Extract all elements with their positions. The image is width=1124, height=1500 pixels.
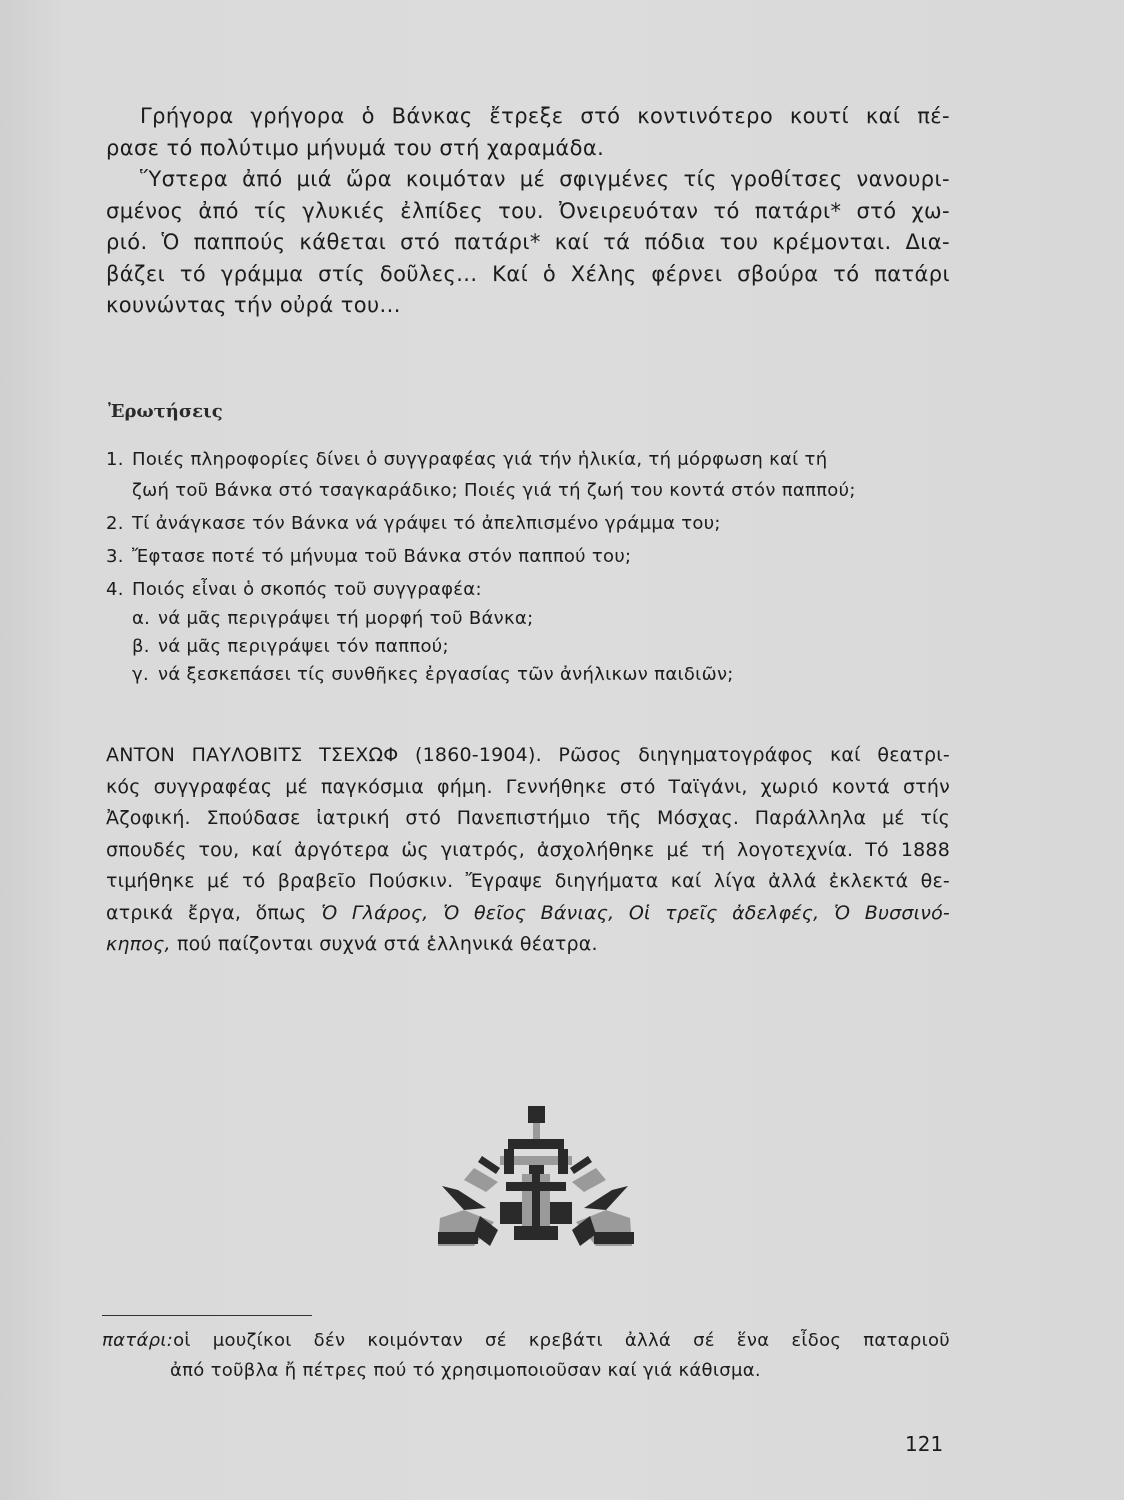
- bio-text: ατρικά ἔργα, ὅπως: [106, 901, 322, 924]
- question-item: [106, 444, 950, 506]
- story-line: Γρήγορα γρήγορα ὁ Βάνκας ἔτρεξε στό κοντινότερο κουτί καί πέ-: [140, 104, 950, 128]
- bio-line: σπουδές του, καί ἀργότερα ὡς γιατρός, ἀσχολήθηκε μέ τή λογοτεχνία. Τό 1888: [106, 838, 950, 861]
- bio-line: κός συγγραφέας μέ παγκόσμια φήμη. Γεννήθηκε στό Ταϊγάνι, χωριό κοντά στήν: [106, 775, 950, 798]
- footnote-line: ἀπό τοῦβλα ἤ πέτρες πού τό χρησιμοποιοῦσαν καί γιά κάθισμα.: [170, 1360, 761, 1381]
- option-letter: β.: [132, 636, 150, 657]
- question-item: [106, 508, 950, 539]
- question-item: [106, 541, 950, 572]
- question-text: ζωή τοῦ Βάνκα στό τσαγκαράδικο; Ποιές γιά τή ζωή του κοντά στόν παππού;: [132, 480, 856, 501]
- question-text: Ποιές πληροφορίες δίνει ὁ συγγραφέας γιά τήν ἡλικία, τή μόρφωση καί τή: [132, 449, 828, 470]
- bio-text: πού παίζονται συχνά στά ἑλληνικά θέατρα.: [170, 933, 598, 955]
- work-title: Οἱ τρεῖς ἀδελφές,: [628, 901, 820, 924]
- bio-line: [106, 929, 950, 961]
- folk-ornament-icon: [434, 1106, 634, 1266]
- question-number: 3.: [106, 546, 124, 567]
- answer-option: [106, 661, 950, 689]
- bio-line: Ἀζοφική. Σπούδασε ἰατρική στό Πανεπιστήμιο τῆς Μόσχας. Παράλληλα μέ τίς: [106, 807, 950, 829]
- answer-option: [106, 605, 950, 633]
- question-number: 1.: [106, 449, 124, 470]
- footnote-line: [102, 1326, 950, 1356]
- question-number: 4.: [106, 579, 124, 600]
- option-letter: γ.: [132, 664, 149, 685]
- bio-line: τιμήθηκε μέ τό βραβεῖο Πούσκιν. Ἔγραψε διηγήματα καί λίγα ἀλλά ἐκλεκτά θε-: [106, 870, 950, 892]
- story-line: βάζει τό γράμμα στίς δοῦλες... Καί ὁ Χέλης φέρνει σβούρα τό πατάρι: [106, 261, 950, 286]
- option-text: νά μᾶς περιγράψει τόν παππού;: [158, 636, 449, 657]
- work-title: κηπος,: [106, 933, 171, 955]
- question-number: 2.: [106, 513, 124, 534]
- option-text: νά μᾶς περιγράψει τή μορφή τοῦ Βάνκα;: [158, 608, 534, 629]
- story-line: ριό. Ὁ παππούς κάθεται στό πατάρι* καί τά πόδια του κρέμονται. Δια-: [106, 230, 950, 254]
- story-line: κουνώντας τήν οὐρά του...: [106, 293, 401, 317]
- question-item: [106, 574, 950, 605]
- story-line: σμένος ἀπό τίς γλυκιές ἐλπίδες του. Ὀνειρευόταν τό πατάρι* στό χω-: [106, 198, 950, 223]
- footnote-rule: [102, 1315, 312, 1316]
- author-bio: [106, 740, 950, 961]
- page-number: 121: [905, 1432, 944, 1456]
- question-text: Ποιός εἶναι ὁ σκοπός τοῦ συγγραφέα:: [132, 579, 482, 600]
- work-title: Ὁ Βυσσινό-: [833, 901, 950, 924]
- bio-line: ΑΝΤΟΝ ΠΑΥΛΟΒΙΤΣ ΤΣΕΧΩΦ (1860-1904). Ρῶσος διηγηματογράφος καί θεατρι-: [106, 744, 950, 766]
- work-title: Ὁ Γλάρος,: [321, 901, 429, 924]
- story-text: [106, 101, 950, 322]
- footnote-text: οἱ μουζίκοι δέν κοιμόνταν σέ κρεβάτι ἀλλά σέ ἕνα εἶδος παταριοῦ: [173, 1330, 950, 1351]
- questions-heading: Ἐρωτήσεις: [108, 401, 223, 422]
- bio-line: [106, 898, 950, 930]
- work-title: Ὁ θεῖος Βάνιας,: [443, 901, 615, 924]
- questions-list: [106, 444, 950, 689]
- answer-option: [106, 633, 950, 661]
- question-text: Τί ἀνάγκασε τόν Βάνκα νά γράψει τό ἀπελπισμένο γράμμα του;: [132, 513, 721, 534]
- footnote-term: πατάρι:: [102, 1330, 174, 1351]
- question-text: Ἔφτασε ποτέ τό μήνυμα τοῦ Βάνκα στόν παππού του;: [132, 546, 632, 567]
- story-line: Ὕστερα ἀπό μιά ὥρα κοιμόταν μέ σφιγμένες τίς γροθίτσες νανουρι-: [140, 167, 950, 191]
- footnote: [102, 1326, 950, 1386]
- option-letter: α.: [132, 608, 151, 629]
- option-text: νά ξεσκεπάσει τίς συνθῆκες ἐργασίας τῶν ἀνήλικων παιδιῶν;: [158, 664, 734, 685]
- story-line: ρασε τό πολύτιμο μήνυμά του στή χαραμάδα.: [106, 135, 605, 160]
